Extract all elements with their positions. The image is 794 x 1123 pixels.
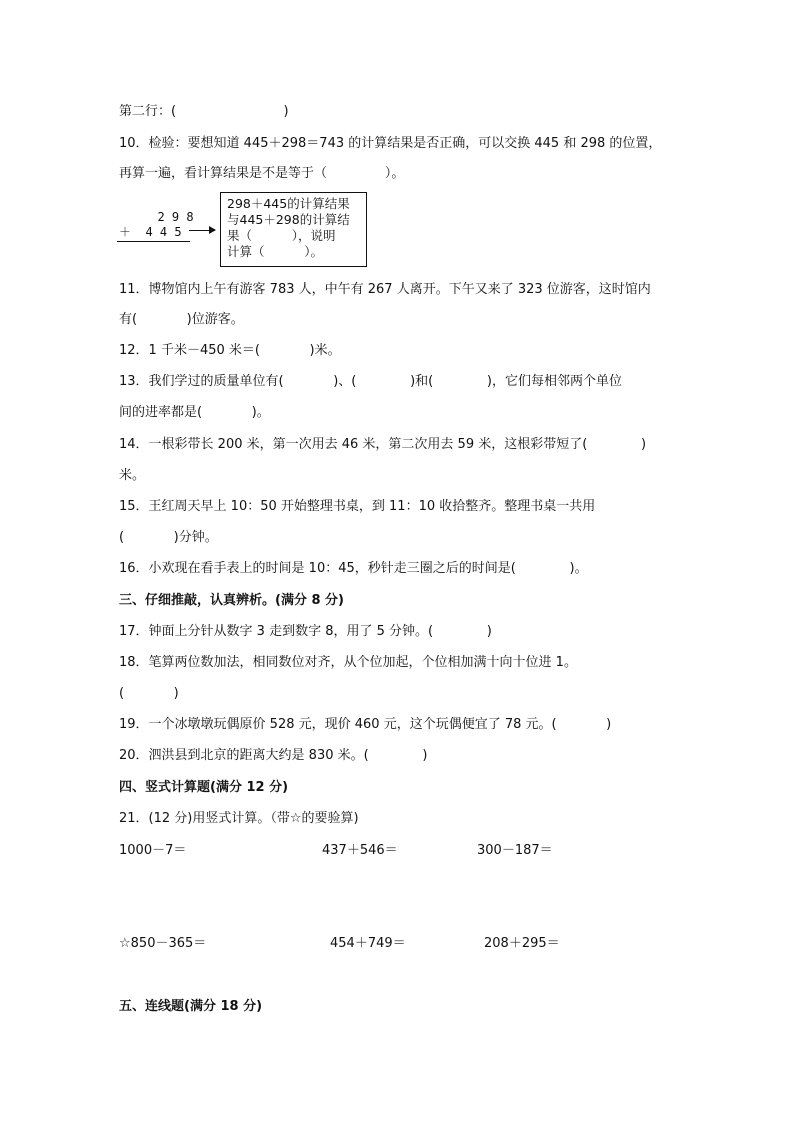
q15-text-2: ( )分钟。: [119, 530, 218, 545]
q13-text-2: 间的进率都是( )。: [119, 405, 270, 420]
section-4-heading: 四、竖式计算题(满分 12 分): [119, 780, 289, 795]
q10-explanation-box: [220, 192, 367, 267]
q14-text-2: 米。: [119, 468, 146, 483]
q20-text: 20．泗洪县到北京的距离大约是 830 米。( ): [119, 748, 428, 763]
q9-second-row: 第二行：( ): [119, 104, 289, 119]
q21-text: 21．(12 分)用竖式计算。（带☆的要验算): [119, 811, 359, 826]
q18-answer-parens: ( ): [119, 686, 179, 701]
q10-text-1: 10．检验：要想知道 445＋298＝743 的计算结果是否正确，可以交换 445 和 298 的位置，: [119, 136, 662, 151]
vertical-top-number: 2 9 8: [143, 210, 194, 224]
q14-text-1: 14．一根彩带长 200 米，第一次用去 46 米，第二次用去 59 米，这根彩带短了( ): [119, 437, 647, 452]
q11-text-1: 11．博物馆内上午有游客 783 人，中午有 267 人离开。下午又来了 323 位游客，这时馆内: [119, 282, 651, 297]
vertical-bottom-number: ＋ 4 4 5: [119, 225, 182, 239]
q11-text-2: 有( )位游客。: [119, 312, 244, 327]
calc-208-plus-295: 208＋295＝: [484, 936, 560, 951]
q12-text: 12．1 千米－450 米＝( )米。: [119, 343, 341, 358]
section-5-heading: 五、连线题(满分 18 分): [119, 999, 263, 1014]
box-line-2: 与445＋298的计算结: [227, 212, 350, 227]
calc-850-minus-365: ☆850－365＝: [119, 936, 207, 951]
q19-text: 19．一个冰墩墩玩偶原价 528 元，现价 460 元，这个玩偶便宜了 78 元。( ): [119, 717, 612, 732]
arrow-icon: [189, 230, 215, 231]
q17-text: 17．钟面上分针从数字 3 走到数字 8，用了 5 分钟。( ): [119, 624, 492, 639]
section-3-heading: 三、仔细推敲，认真辨析。(满分 8 分): [119, 593, 344, 608]
q10-text-2: 再算一遍，看计算结果是不是等于（ ）。: [119, 166, 405, 181]
box-line-4: 计算（ ）。: [227, 244, 323, 259]
calc-454-plus-749: 454＋749＝: [330, 936, 406, 951]
q15-text-1: 15．王红周天早上 10：50 开始整理书桌，到 11：10 收拾整齐。整理书桌一共用: [119, 499, 596, 514]
box-line-3: 果（ ），说明: [227, 228, 336, 243]
q16-text: 16．小欢现在看手表上的时间是 10：45，秒针走三圈之后的时间是( )。: [119, 561, 588, 576]
q13-text-1: 13．我们学过的质量单位有( )、( )和( )，它们每相邻两个单位: [119, 374, 623, 389]
calc-300-minus-187: 300－187＝: [477, 843, 553, 858]
q18-text: 18．笔算两位数加法，相同数位对齐，从个位加起，个位相加满十向十位进 1。: [119, 655, 577, 670]
vertical-sum-rule: [117, 241, 190, 242]
calc-1000-minus-7: 1000－7＝: [119, 843, 187, 858]
box-line-1: 298＋445的计算结果: [227, 196, 350, 211]
calc-437-plus-546: 437＋546＝: [322, 843, 398, 858]
